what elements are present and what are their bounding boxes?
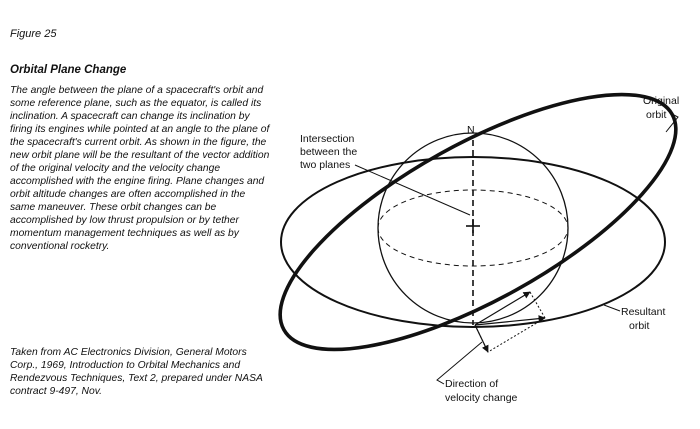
figure-label: Figure 25 xyxy=(10,28,57,40)
resultant-orbit-leader xyxy=(604,305,620,311)
original-orbit-label-line2: orbit xyxy=(646,109,667,121)
source-citation: Taken from AC Electronics Division, General Motors Corp., 1969, Introduction to Orbital Mechanics and Rendezvous Techniques, Text 2, prepared under NASA contract 9-497, Nov. xyxy=(10,347,263,397)
intersection-leader xyxy=(355,165,470,215)
velocity-change-vector xyxy=(475,325,488,352)
intersection-label-line1: Intersection xyxy=(300,133,355,145)
intersection-label-line2: between the xyxy=(300,146,358,158)
intersection-label-line3: two planes xyxy=(300,159,351,171)
original-orbit-label-line1: Original xyxy=(643,95,680,107)
section-title: Orbital Plane Change xyxy=(10,64,127,76)
velocity-change-label-line2: velocity change xyxy=(445,392,518,404)
north-label: N xyxy=(467,124,475,136)
resultant-orbit-label-line2: orbit xyxy=(629,320,650,332)
resultant-orbit-label-line1: Resultant xyxy=(621,306,666,318)
velocity-change-label-line1: Direction of xyxy=(445,378,499,390)
description-text: The angle between the plane of a spacecraft's orbit and some reference plane, such as the equator, is called its inclination. A spacecraft can change its inclination by firing its engines while pointed at an angle to the plane of the spacecraft's current orbit. As shown in the figure, the new orbit plane will be the resultant of the vector addition of the original velocity and the velocity change accomplished with the engine firing. Plane changes and orbit altitude changes are often accomplished in the same maneuver. These orbit changes can be accomplished by low thrust propulsion or by tether momentum management techniques as well as by conventional rocketry. xyxy=(10,85,270,252)
